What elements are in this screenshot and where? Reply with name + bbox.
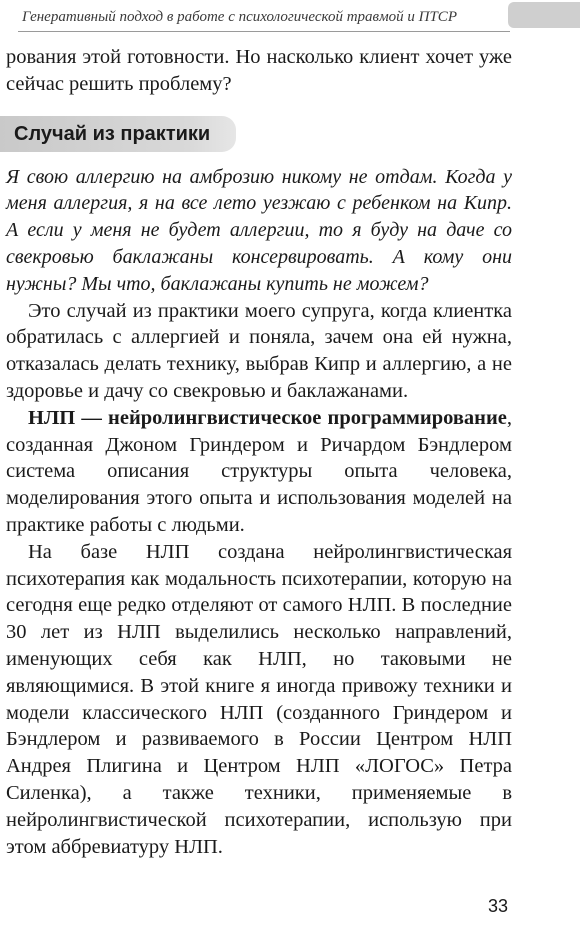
nlp-definition-paragraph — [6, 405, 512, 539]
page-body — [6, 44, 512, 860]
chapter-tab-marker — [508, 2, 580, 28]
nlp-term: НЛП — нейролингвистическое программирование — [28, 406, 507, 429]
running-title: Генеративный подход в работе с психологической травмой и ПТСР — [22, 9, 457, 25]
running-header — [0, 0, 580, 34]
client-quote: Я свою аллергию на амброзию никому не отдам. Когда у меня аллергия, я на все лето уезжаю с ребенком на Кипр. А если у меня не будет аллергии, то я буду на даче со свекровью баклажаны консервировать. А кому они нужны? Мы что, баклажаны купить не можем? — [6, 165, 512, 295]
case-heading-box — [0, 116, 236, 152]
case-heading: Случай из практики — [14, 122, 211, 145]
nlp-psychotherapy-paragraph: На базе НЛП создана нейролингвистическая психотерапия как модальность психотерапии, которую на сегодня еще редко отделяют от самого НЛП. В последние 30 лет из НЛП выделились несколько направлений, именующих себя как НЛП, но таковыми не являющимися. В этой книге я иногда привожу техники и модели классического НЛП (созданного Гриндером и Бэндлером и развиваемого в России Центром НЛП Андрея Плигина и Центром НЛП «ЛОГОС» Петра Силенка), а также техники, применяемые в нейролингвистической психотерапии, использую при этом аббревиатуру НЛП. — [6, 540, 512, 858]
header-rule — [18, 31, 510, 32]
continuation-paragraph: рования этой готовности. Но насколько клиент хочет уже сейчас решить проблему? — [6, 46, 512, 95]
page-number: 33 — [488, 896, 509, 916]
nlp-definition-text: , созданная Джоном Гриндером и Ричардом Бэндлером система описания структуры опыта человека, моделирования этого опыта и использования моделей на практике работы с людьми. — [6, 406, 512, 536]
case-comment-paragraph: Это случай из практики моего супруга, когда клиентка обратилась с аллергией и поняла, зачем она ей нужна, отказалась делать технику, выбрав Кипр и аллергию, а не здоровье и дачу со свекровью и баклажанами. — [6, 299, 512, 402]
